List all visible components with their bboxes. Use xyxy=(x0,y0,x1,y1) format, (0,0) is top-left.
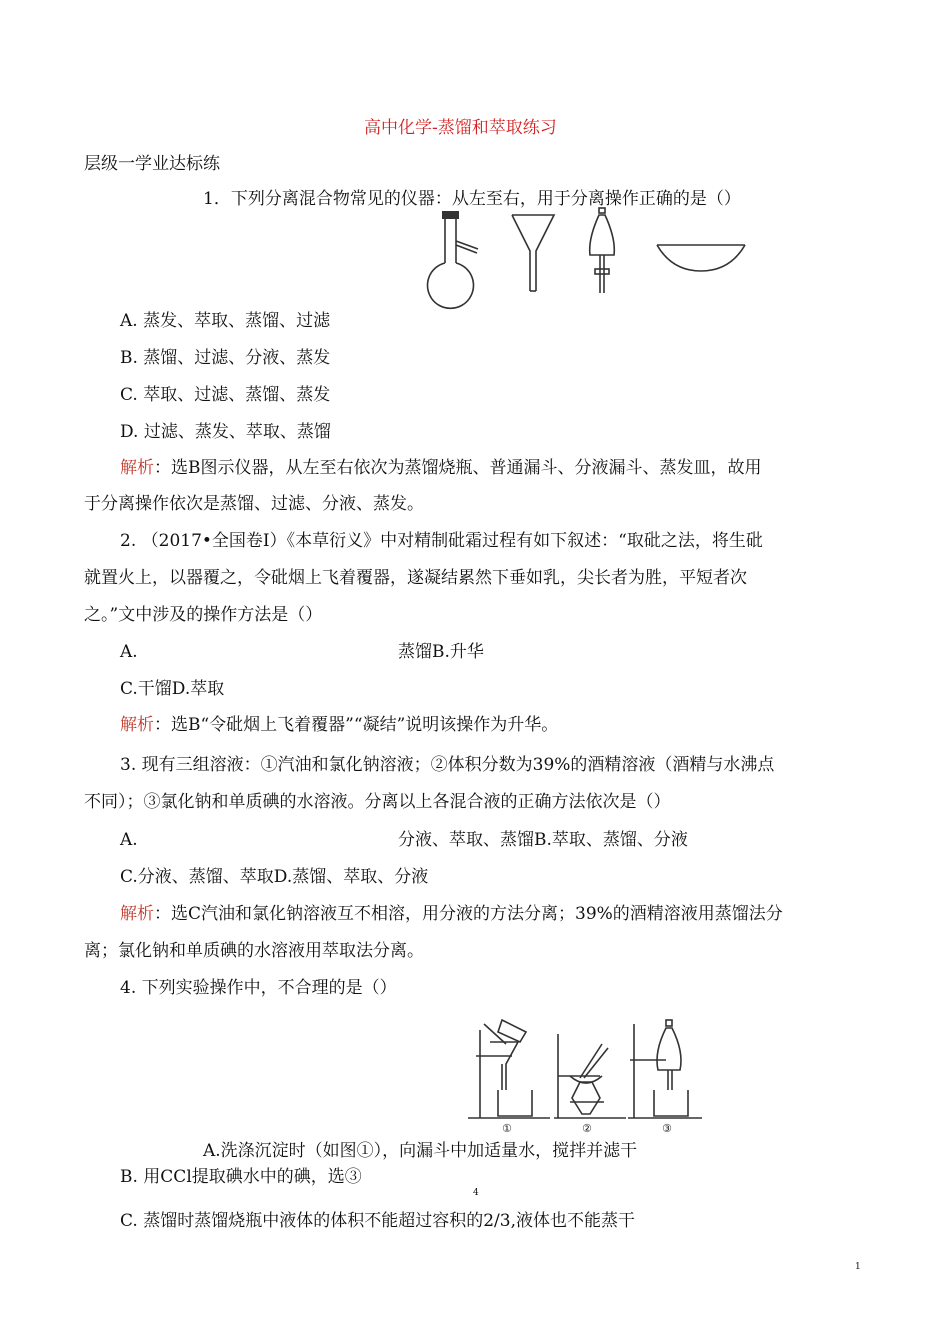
q2-options-cd: C.干馏D.萃取 xyxy=(120,679,225,699)
q3-option-a-label: A. xyxy=(120,830,138,850)
evaporation-setup-icon xyxy=(554,1034,626,1118)
q1-analysis xyxy=(120,457,762,479)
q2-stem-line3: 之。”文中涉及的操作方法是（） xyxy=(84,605,323,625)
q3-analysis-text: ：选C汽油和氯化钠溶液互不相溶，用分液的方法分离；39%的酒精溶液用蒸馏法分 xyxy=(154,904,783,924)
q1-analysis-cont: 于分离操作依次是蒸馏、过滤、分液、蒸发。 xyxy=(84,494,424,514)
q1-option-a: A. 蒸发、萃取、蒸馏、过滤 xyxy=(120,311,331,331)
q3-options-ab: 分液、萃取、蒸馏B.萃取、蒸馏、分液 xyxy=(398,830,688,850)
analysis-label: 解析 xyxy=(120,458,154,478)
analysis-label: 解析 xyxy=(120,904,154,924)
q4-option-b: B. 用CCl提取碘水中的碘，选③ xyxy=(120,1167,362,1187)
q3-stem-line1: 3. 现有三组溶液：①汽油和氯化钠溶液；②体积分数为39%的酒精溶液（酒精与水沸点 xyxy=(120,755,775,775)
separatory-funnel-icon xyxy=(590,208,615,293)
figure-label-1: ① xyxy=(502,1122,512,1135)
analysis-label: 解析 xyxy=(120,715,154,735)
page-number: 1 xyxy=(855,1262,861,1272)
q4-option-a: A.洗涤沉淀时（如图①），向漏斗中加适量水，搅拌并滤干 xyxy=(203,1141,638,1161)
q1-option-c: C. 萃取、过滤、蒸馏、蒸发 xyxy=(120,385,331,405)
q4-stem: 4. 下列实验操作中，不合理的是（） xyxy=(120,978,397,998)
evaporating-dish-icon xyxy=(657,245,745,271)
q1-option-d: D. 过滤、蒸发、萃取、蒸馏 xyxy=(120,422,331,442)
ccl4-subscript: 4 xyxy=(473,1188,479,1198)
q1-apparatus-figure xyxy=(420,205,765,305)
q2-stem-line1: 2. （2017•全国卷I）《本草衍义》中对精制砒霜过程有如下叙述：“取砒之法，将生砒 xyxy=(120,531,763,551)
separatory-funnel-setup-icon xyxy=(628,1020,702,1118)
q1-option-b: B. 蒸馏、过滤、分液、蒸发 xyxy=(120,348,331,368)
funnel-icon xyxy=(512,215,554,291)
page-title: 高中化学-蒸馏和萃取练习 xyxy=(364,118,557,138)
section-heading: 层级一学业达标练 xyxy=(84,154,220,174)
q4-apparatus-figure xyxy=(462,1018,707,1133)
q3-options-cd: C.分液、蒸馏、萃取D.蒸馏、萃取、分液 xyxy=(120,867,429,887)
q1-analysis-text: ：选B图示仪器，从左至右依次为蒸馏烧瓶、普通漏斗、分液漏斗、蒸发皿，故用 xyxy=(154,458,762,478)
distillation-flask-icon xyxy=(428,211,479,308)
q3-analysis-cont: 离；氯化钠和单质碘的水溶液用萃取法分离。 xyxy=(84,941,424,961)
q4-option-c: C. 蒸馏时蒸馏烧瓶中液体的体积不能超过容积的2/3,液体也不能蒸干 xyxy=(120,1211,635,1231)
q2-option-a-label: A. xyxy=(120,642,138,662)
q3-stem-line2: 不同）；③氯化钠和单质碘的水溶液。分离以上各混合液的正确方法依次是（） xyxy=(84,792,671,812)
figure-label-3: ③ xyxy=(662,1122,672,1135)
q2-analysis-text: ：选B“令砒烟上飞着覆器”“凝结”说明该操作为升华。 xyxy=(154,715,559,735)
q2-options-ab: 蒸馏B.升华 xyxy=(398,642,484,662)
q1-stem: 1．下列分离混合物常见的仪器：从左至右，用于分离操作正确的是（） xyxy=(203,189,741,209)
q3-analysis xyxy=(120,903,783,925)
q2-analysis xyxy=(120,714,558,736)
filtration-setup-icon xyxy=(468,1020,550,1118)
figure-label-2: ② xyxy=(582,1122,592,1135)
q2-stem-line2: 就置火上，以器覆之，令砒烟上飞着覆器，遂凝结累然下垂如乳，尖长者为胜，平短者次 xyxy=(84,568,747,588)
